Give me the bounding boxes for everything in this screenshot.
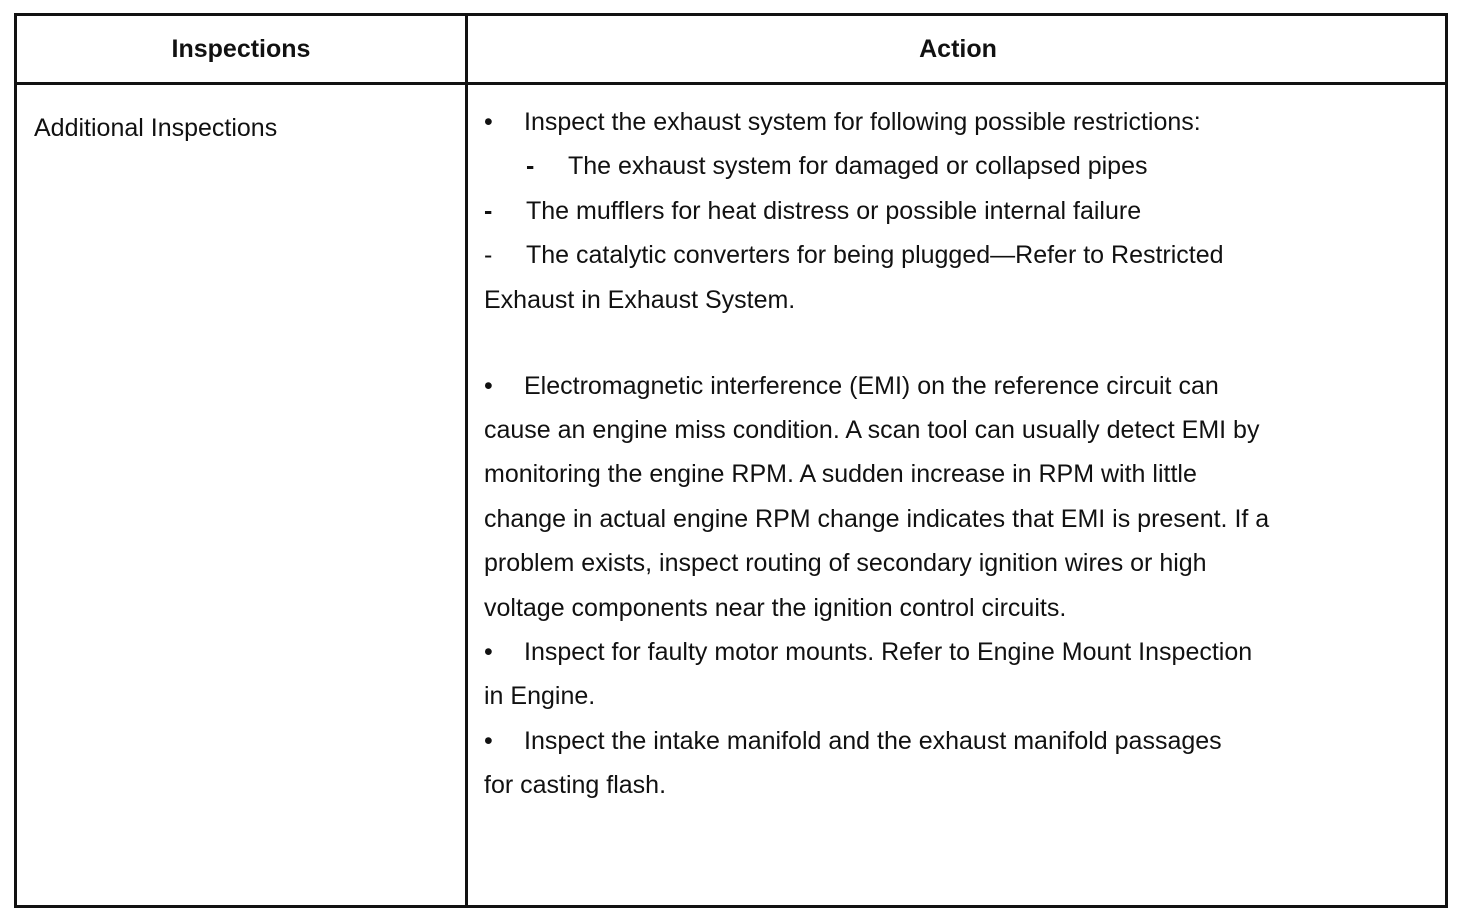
action-text: The exhaust system for damaged or collapsed pipes [568, 152, 1148, 181]
header-inspections: Inspections [171, 34, 311, 63]
action-text: Electromagnetic interference (EMI) on the reference circuit can [524, 371, 1219, 400]
action-text: problem exists, inspect routing of secondary ignition wires or high [484, 549, 1207, 578]
action-line [484, 278, 1384, 322]
action-line [484, 719, 1384, 763]
header-action: Action [919, 34, 997, 63]
action-text: Inspect the exhaust system for following possible restrictions: [524, 108, 1201, 136]
dash-marker: - [484, 196, 493, 225]
action-line [484, 541, 1384, 585]
spacer [484, 322, 1384, 364]
bullet-marker: • [484, 371, 493, 400]
action-line [484, 586, 1384, 630]
bullet-marker: • [484, 726, 493, 755]
dash-marker: - [484, 241, 493, 270]
action-line [484, 144, 1384, 188]
bullet-marker: • [484, 108, 493, 136]
column-divider [465, 16, 468, 905]
action-text: voltage components near the ignition control circuits. [484, 593, 1067, 622]
action-line [484, 452, 1384, 496]
action-text: change in actual engine RPM change indicates that EMI is present. If a [484, 504, 1270, 533]
action-text: Exhaust in Exhaust System. [484, 285, 796, 314]
action-text: for casting flash. [484, 771, 667, 800]
action-text: monitoring the engine RPM. A sudden increase in RPM with little [484, 460, 1197, 489]
action-line [484, 674, 1384, 718]
bullet-marker: • [484, 637, 493, 666]
inspection-cell: Additional Inspections [34, 114, 278, 142]
action-text: Inspect the intake manifold and the exhaust manifold passages [524, 726, 1222, 755]
action-text: The catalytic converters for being plugged—Refer to Restricted [526, 241, 1224, 270]
action-line [484, 364, 1384, 408]
action-line [484, 497, 1384, 541]
dash-marker: - [526, 152, 535, 181]
action-text: The mufflers for heat distress or possible internal failure [526, 196, 1142, 225]
action-cell [484, 100, 1384, 807]
action-line [484, 630, 1384, 674]
header-divider [17, 82, 1445, 85]
action-line [484, 763, 1384, 807]
inspection-table [14, 13, 1448, 908]
action-line [484, 189, 1384, 233]
action-line [484, 100, 1384, 144]
action-line [484, 408, 1384, 452]
action-text: in Engine. [484, 682, 596, 711]
action-line [484, 233, 1384, 277]
action-text: cause an engine miss condition. A scan tool can usually detect EMI by [484, 415, 1260, 444]
action-text: Inspect for faulty motor mounts. Refer to Engine Mount Inspection [524, 637, 1253, 666]
